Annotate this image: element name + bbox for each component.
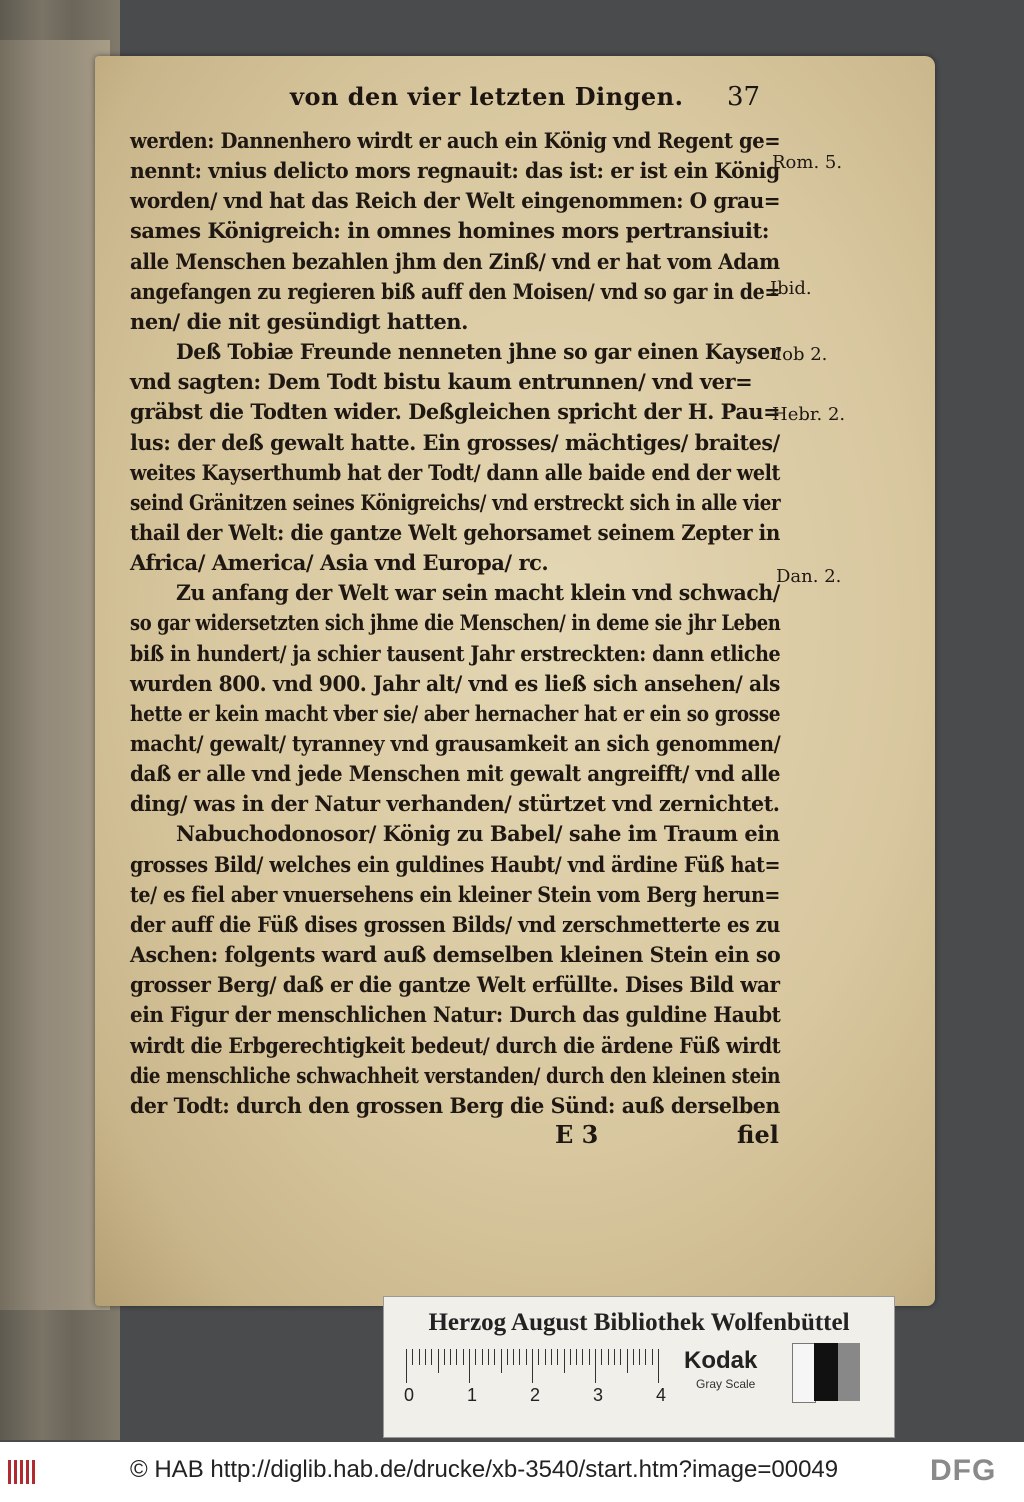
ruler-tick	[545, 1349, 546, 1365]
dfg-logo: DFG	[930, 1454, 997, 1487]
text-line: te/ es fiel aber vnuersehens ein kleiner Stein vom Berg herun=	[130, 881, 781, 907]
ruler-tick	[526, 1349, 527, 1365]
ruler-tick	[475, 1349, 476, 1365]
text-line: nen/ die nit gesündigt hatten.	[130, 308, 468, 334]
ruler-tick	[570, 1349, 571, 1365]
text-line: hette er kein macht vber sie/ aber hernacher hat er ein so grosse	[130, 700, 781, 726]
ruler-tick	[438, 1349, 439, 1373]
margin-note-dan: Dan. 2.	[776, 566, 842, 587]
catchword: fiel	[737, 1120, 779, 1149]
black-swatch	[814, 1343, 838, 1401]
ruler-tick	[595, 1349, 596, 1383]
copyright-url: © HAB http://diglib.hab.de/drucke/xb-3540/start.htm?image=00049	[130, 1456, 839, 1483]
scale-number: 2	[530, 1385, 541, 1405]
text-line: thail der Welt: die gantze Welt gehorsamet seinem Zepter in	[130, 519, 780, 545]
ruler-tick	[412, 1349, 413, 1365]
ruler-tick	[463, 1349, 464, 1365]
text-line: werden: Dannenhero wirdt er auch ein König vnd Regent ge=	[130, 128, 781, 153]
gray-scale-label: Gray Scale	[696, 1377, 756, 1391]
margin-note-iob: Iob 2.	[775, 344, 828, 365]
footer-bar	[0, 1442, 1024, 1502]
text-line: vnd sagten: Dem Todt bistu kaum entrunnen/ vnd ver=	[130, 369, 753, 395]
text-line: worden/ vnd hat das Reich der Welt eingenommen: O grau=	[130, 188, 781, 214]
text-line: wirdt die Erbgerechtigkeit bedeut/ durch die ärdene Füß wirdt	[130, 1032, 781, 1058]
ruler-tick	[633, 1349, 634, 1365]
ruler-tick	[538, 1349, 539, 1365]
text-line: Deß Tobiæ Freunde nenneten jhne so gar einen Kayser	[176, 339, 781, 365]
ruler-tick	[639, 1349, 640, 1365]
ruler-tick	[425, 1349, 426, 1365]
text-line: die menschliche schwachheit verstanden/ durch den kleinen stein	[130, 1062, 781, 1088]
scale-numbers	[398, 1385, 668, 1409]
running-head: von den vier letzten Dingen.	[290, 82, 684, 111]
text-line: Aschen: folgents ward auß demselben kleinen Stein ein so	[130, 942, 781, 968]
ruler-tick	[450, 1349, 451, 1365]
text-line: alle Menschen bezahlen jhm den Zinß/ vnd er hat vom Adam	[130, 248, 780, 274]
ruler-tick	[482, 1349, 483, 1365]
ruler-tick	[419, 1349, 420, 1365]
ruler-tick	[469, 1349, 470, 1383]
ruler-tick	[645, 1349, 646, 1365]
text-line: grosses Bild/ welches ein guldines Haubt/ vnd ärdine Füß hat=	[130, 851, 781, 877]
ruler-tick	[551, 1349, 552, 1365]
text-line: ein Figur der menschlichen Natur: Durch das guldine Haubt	[130, 1002, 781, 1028]
text-line: gräbst die Todten wider. Deßgleichen spricht der H. Pau=	[130, 399, 781, 425]
ruler-tick	[513, 1349, 514, 1365]
text-line: daß er alle vnd jede Menschen mit gewalt angreifft/ vnd alle	[130, 761, 781, 787]
scale-number: 0	[404, 1385, 415, 1405]
ruler-tick	[519, 1349, 520, 1365]
color-target-card	[383, 1296, 895, 1438]
margin-note-rom: Rom. 5.	[772, 152, 843, 173]
text-line: seind Gränitzen seines Königreichs/ vnd erstreckt sich in alle vier	[130, 489, 781, 515]
ruler-tick	[507, 1349, 508, 1365]
text-line: macht/ gewalt/ tyranney vnd grausamkeit an sich genommen/	[130, 731, 781, 756]
text-line: so gar widersetzten sich jhme die Menschen/ in deme sie jhr Leben	[130, 610, 781, 636]
ruler-tick	[564, 1349, 565, 1373]
text-line: lus: der deß gewalt hatte. Ein grosses/ mächtiges/ braites/	[130, 429, 780, 455]
ruler-tick	[431, 1349, 432, 1365]
text-line: Zu anfang der Welt war sein macht klein vnd schwach/	[176, 580, 780, 606]
text-line: Africa/ America/ Asia vnd Europa/ rc.	[130, 550, 549, 576]
signature-mark: E 3	[555, 1120, 599, 1149]
ruler-tick	[627, 1349, 628, 1373]
scale-ruler	[406, 1349, 661, 1383]
scale-number: 1	[467, 1385, 478, 1405]
text-line: wurden 800. vnd 900. Jahr alt/ vnd es ließ sich ansehen/ als	[130, 670, 780, 696]
hab-stripes-logo	[8, 1460, 38, 1484]
ruler-tick	[557, 1349, 558, 1365]
facing-page-edge	[0, 40, 110, 1310]
ruler-tick	[501, 1349, 502, 1373]
scale-number: 3	[593, 1385, 604, 1405]
ruler-tick	[608, 1349, 609, 1365]
ruler-tick	[652, 1349, 653, 1365]
scale-number: 4	[656, 1385, 667, 1405]
text-line: ding/ was in der Natur verhanden/ stürtzet vnd zernichtet.	[130, 791, 780, 817]
ruler-tick	[456, 1349, 457, 1365]
ruler-tick	[658, 1349, 659, 1383]
target-title: Herzog August Bibliothek Wolfenbüttel	[428, 1309, 850, 1336]
ruler-tick	[494, 1349, 495, 1365]
text-line: Nabuchodonosor/ König zu Babel/ sahe im Traum ein	[176, 821, 780, 847]
ruler-tick	[576, 1349, 577, 1365]
ruler-tick	[488, 1349, 489, 1365]
ruler-tick	[406, 1349, 407, 1383]
kodak-logo: Kodak	[684, 1347, 758, 1374]
ruler-tick	[444, 1349, 445, 1365]
text-line: der auff die Füß dises grossen Bilds/ vnd zerschmetterte es zu	[130, 911, 780, 937]
text-line: grosser Berg/ daß er die gantze Welt erfüllte. Dises Bild war	[130, 972, 780, 998]
margin-note-ibid: Ibid.	[770, 278, 812, 299]
text-line: weites Kayserthumb hat der Todt/ dann alle baide end der welt	[130, 459, 780, 485]
text-line: der Todt: durch den grossen Berg die Sünd: auß derselben	[130, 1092, 780, 1118]
page-number: 37	[727, 82, 761, 112]
text-line: nennt: vnius delicto mors regnauit: das ist: er ist ein König	[130, 158, 780, 184]
ruler-tick	[582, 1349, 583, 1365]
margin-note-hebr: Hebr. 2.	[772, 404, 846, 425]
ruler-tick	[589, 1349, 590, 1365]
text-line: sames Königreich: in omnes homines mors pertransiuit:	[130, 218, 769, 244]
white-swatch	[792, 1343, 816, 1403]
ruler-tick	[601, 1349, 602, 1365]
ruler-tick	[620, 1349, 621, 1365]
ruler-tick	[614, 1349, 615, 1365]
ruler-tick	[532, 1349, 533, 1383]
text-line: biß in hundert/ ja schier tausent Jahr erstreckten: dann etliche	[130, 640, 781, 666]
text-line: angefangen zu regieren biß auff den Moisen/ vnd so gar in de=	[130, 278, 780, 304]
gray-swatch	[838, 1343, 860, 1401]
